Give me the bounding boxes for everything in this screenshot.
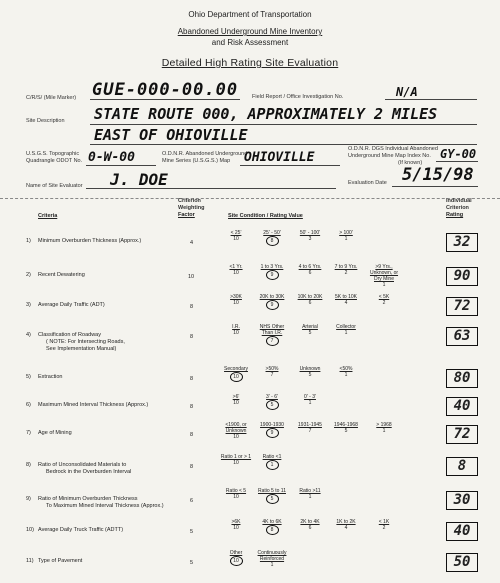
selected-rating-value: 7 [266,336,279,346]
rating-option[interactable] [328,366,364,378]
rating-option-label: >30K [230,294,242,300]
rating-option-label: >6' [232,394,240,400]
rating-value: 1 [382,282,386,288]
rating-option[interactable] [292,422,328,434]
odnr-dgs-label-3: (If known) [398,160,423,166]
individual-rating-box[interactable]: 80 [446,369,478,388]
criterion-text: Extraction [38,374,63,380]
weighting-factor: 6 [190,498,194,504]
criterion-text-continued: To Maximum Mined Interval Thickness (Approx.) [46,503,164,509]
site-desc-underline1 [90,124,477,125]
rating-option[interactable] [254,422,290,438]
individual-rating-box[interactable]: 63 [446,327,478,346]
rating-option-label: 10K to 20K [297,294,323,300]
rating-option[interactable] [254,454,290,470]
selected-rating-value: 9 [266,428,279,438]
rating-value: 5 [308,330,312,336]
col-weighting-2: Weighting [178,205,205,211]
rating-option[interactable] [218,264,254,276]
crs-underline [90,99,240,100]
col-weighting-3: Factor [178,212,195,218]
crs-label: C/R/S/ (Mile Marker) [26,95,77,101]
rating-option-label: Ratio <1 [262,454,282,460]
dept-name: Ohio Department of Transportation [188,10,312,19]
criterion-text: Minimum Overburden Thickness (Approx.) [38,238,142,244]
rating-option[interactable] [292,394,328,406]
rating-option-label: 0' - 3' [304,394,316,400]
rating-value: 7 [308,428,312,434]
rating-option-label: 3' - 6' [266,394,278,400]
criterion-label [26,558,176,565]
odnr-dgs-label-2: Underground Mine Map Index No. [348,153,431,159]
criterion-number: 10) [26,527,34,533]
selected-rating-value: 9 [266,270,279,280]
criterion-label [26,527,176,534]
col-site-condition: Site Condition / Rating Value [228,213,303,219]
rating-option-label: > 1968 [376,422,392,428]
rating-value: 7 [270,372,274,378]
rating-option-label: NHS Other Than I.R. [259,324,285,336]
rating-option-label: Continuously Reinforced [257,550,287,562]
col-weighting-1: Criterion [178,198,201,204]
weighting-factor: 8 [190,376,194,382]
rating-option-label: 7 to 9 Yrs. [334,264,358,270]
rating-value: 1 [308,400,312,406]
rating-option-label: 1931-1945 [298,422,322,428]
rating-option-label: >9 Yrs., Unknown, or Dry Mine [369,264,399,282]
col-individual-3: Rating [446,212,464,218]
criterion-text-continued: See Implementation Manual) [46,346,117,352]
criterion-text: Type of Pavement [38,558,83,564]
rating-value: 5 [308,372,312,378]
rating-option-label: Other [229,550,243,556]
selected-rating-value: 8 [266,236,279,246]
weighting-factor: 10 [188,274,195,280]
weighting-factor: 8 [190,432,194,438]
field-report-value[interactable]: N/A [396,85,418,99]
rating-value: 10 [233,300,239,306]
evaluator-label: Name of Site Evaluator [26,183,83,189]
rating-option[interactable] [366,294,402,306]
rating-value: 4 [344,525,348,531]
form-title: Detailed High Rating Site Evaluation [161,57,339,69]
usgs-value[interactable]: 0-W-00 [88,150,135,165]
rating-value: 3 [308,236,312,242]
criterion-label [26,332,176,353]
rating-value: 1 [344,372,348,378]
rating-value: 10 [233,400,239,406]
weighting-factor: 5 [190,560,194,566]
individual-rating-box[interactable]: 8 [446,457,478,476]
rating-value: 2 [382,300,386,306]
rating-option-label: 1900-1930 [260,422,284,428]
evaluator-underline [86,188,336,189]
rating-option[interactable] [254,324,290,346]
selected-rating-value: 10 [230,372,243,382]
selected-rating-value: 10 [230,556,243,566]
rating-value: 5 [344,428,348,434]
rating-value: 2 [344,270,348,276]
usgs-label-2: Quadrangle ODOT No. [26,158,83,164]
rating-option-label: >6K [231,519,241,525]
crs-value[interactable]: GUE-000-00.00 [92,80,239,100]
rating-option[interactable] [254,366,290,378]
rating-value: 6 [308,300,312,306]
rating-option-label: Arterial [302,324,318,330]
col-individual-2: Criterion [446,205,469,211]
rating-value: 10 [233,434,239,440]
criterion-text: Recent Dewatering [38,272,85,278]
rating-option[interactable] [292,264,328,276]
usgs-label-1: U.S.G.S. Topographic [26,151,80,157]
individual-rating-box[interactable]: 72 [446,425,478,444]
weighting-factor: 8 [190,404,194,410]
rating-option-label: Ratio < 5 [225,488,247,494]
weighting-factor: 4 [190,240,194,246]
rating-option-label: < 1K [378,519,390,525]
rating-value: 2 [382,525,386,531]
rating-option[interactable] [292,366,328,378]
rating-value: 4 [344,300,348,306]
criterion-text: Maximum Mined Interval Thickness (Approx.) [38,402,149,408]
individual-rating-box[interactable]: 30 [446,491,478,510]
eval-date-label: Evaluation Date [348,180,387,186]
selected-rating-value: 9 [266,300,279,310]
individual-rating-box[interactable]: 90 [446,267,478,286]
rating-option[interactable] [328,294,364,306]
rating-option-label: 50' - 100' [299,230,321,236]
rating-value: 10 [233,270,239,276]
criterion-number: 1) [26,238,31,244]
rating-option[interactable] [328,230,364,242]
usgs-underline [86,165,156,166]
selected-rating-value: 5 [266,400,279,410]
individual-rating-box[interactable]: 50 [446,553,478,572]
rating-option-label: 4K to 6K [262,519,282,525]
rating-value: 1 [344,330,348,336]
criterion-text: Classification of Roadway [38,332,101,338]
rating-option[interactable] [292,519,328,531]
rating-option[interactable] [328,264,364,276]
weighting-factor: 8 [190,464,194,470]
individual-rating-box[interactable]: 32 [446,233,478,252]
criterion-text: Average Daily Truck Traffic (ADTT) [38,527,124,533]
rating-option-label: 1K to 2K [336,519,356,525]
criterion-number: 11) [26,558,34,564]
rating-option-label: Collector [336,324,356,330]
selected-rating-value: 8 [266,525,279,535]
odnr-label-1: O.D.N.R. Abandoned Underground [162,151,248,157]
rating-option[interactable] [328,324,364,336]
criterion-label [26,374,176,381]
criterion-label [26,430,176,437]
divider [0,198,500,199]
rating-option[interactable] [218,422,254,440]
criterion-number: 4) [26,332,31,338]
rating-value: 10 [233,330,239,336]
odnr-label-2: Mine Series (U.S.G.S.) Map [162,158,231,164]
criterion-label [26,462,176,476]
individual-rating-box[interactable]: 72 [446,297,478,316]
rating-option[interactable] [218,488,254,500]
criterion-text: Ratio of Minimum Overburden Thickness [38,496,138,502]
rating-option[interactable] [292,230,328,242]
site-desc-underline2 [90,144,477,145]
rating-option[interactable] [328,519,364,531]
rating-option[interactable] [292,294,328,306]
rating-option-label: Ratio >11 [299,488,321,494]
rating-option[interactable] [254,488,290,504]
odnr-dgs-label-1: O.D.N.R. DGS Individual Abandoned [348,146,438,152]
rating-option-label: Unknown [299,366,321,372]
criterion-label [26,402,176,409]
rating-value: 10 [233,460,239,466]
rating-option[interactable] [218,230,254,242]
field-report-underline [385,99,477,100]
site-desc-label: Site Description [26,118,65,124]
rating-option[interactable] [254,230,290,246]
rating-option-label: <50% [339,366,353,372]
odnr-underline [240,165,340,166]
individual-rating-box[interactable]: 40 [446,522,478,541]
criterion-number: 9) [26,496,31,502]
rating-value: 1 [308,494,312,500]
criterion-text: Ratio of Unconsolidated Materials to [38,462,127,468]
rating-option-label: Ratio 5 to 11 [258,488,286,494]
rating-option[interactable] [218,324,254,336]
rating-option[interactable] [218,519,254,531]
criterion-number: 3) [26,302,31,308]
rating-option[interactable] [254,519,290,535]
rating-option-label: 1 to 3 Yrs. [260,264,284,270]
selected-rating-value: 1 [266,460,279,470]
criterion-text-continued: Bedrock in the Overburden Interval [46,469,132,475]
criterion-label [26,496,176,510]
criterion-label [26,238,176,245]
criterion-number: 5) [26,374,31,380]
field-report-label: Field Report / Office Investigation No. [252,94,344,100]
rating-value: 10 [233,494,239,500]
rating-value: 6 [308,270,312,276]
rating-value: 1 [344,236,348,242]
rating-option-label: I.R. [232,324,240,330]
criterion-text-continued: ( NOTE: For Intersecting Roads, [46,339,125,345]
rating-value: 6 [308,525,312,531]
weighting-factor: 8 [190,304,194,310]
evaluator-value[interactable]: J. DOE [110,170,168,189]
rating-value: 10 [233,236,239,242]
rating-option[interactable] [254,294,290,310]
rating-option[interactable] [218,550,254,566]
rating-option[interactable] [254,550,290,568]
rating-option[interactable] [218,454,254,466]
rating-option-label: < 5K [378,294,390,300]
rating-option-label: 2K to 4K [300,519,320,525]
rating-option-label: Ratio 1 or > 1 [220,454,252,460]
selected-rating-value: 5 [266,494,279,504]
rating-option-label: 25' - 50' [263,230,281,236]
eval-date-value[interactable]: 5/15/98 [402,165,474,185]
rating-option[interactable] [292,488,328,500]
odnr-dgs-value[interactable]: GY-00 [440,147,477,161]
rating-option[interactable] [328,422,364,434]
form-subheading: and Risk Assessment [211,38,289,47]
rating-option[interactable] [292,324,328,336]
individual-rating-box[interactable]: 40 [446,397,478,416]
rating-option-label: Secondary [224,366,248,372]
rating-option-label: <1900, or Unknown [225,422,247,434]
criterion-label [26,302,176,309]
eval-date-underline [392,186,478,187]
rating-option-label: 1946-1968 [334,422,358,428]
rating-option[interactable] [366,519,402,531]
rating-value: 1 [382,428,386,434]
rating-option-label: 4 to 6 Yrs. [298,264,322,270]
criterion-text: Average Daily Traffic (ADT) [38,302,105,308]
weighting-factor: 8 [190,334,194,340]
rating-option-label: <1 Yr. [229,264,243,270]
rating-option-label: >50% [265,366,279,372]
rating-option[interactable] [254,394,290,410]
rating-option[interactable] [218,394,254,406]
rating-option-label: > 100' [339,230,353,236]
rating-option[interactable] [218,294,254,306]
criterion-number: 6) [26,402,31,408]
rating-option[interactable] [366,264,402,288]
odnr-value[interactable]: OHIOVILLE [244,150,315,165]
rating-value: 10 [233,525,239,531]
rating-option-label: 5K to 10K [335,294,357,300]
rating-value: 1 [270,562,274,568]
rating-option[interactable] [254,264,290,280]
rating-option[interactable] [218,366,254,382]
rating-option[interactable] [366,422,402,434]
rating-option-label: < 25' [230,230,242,236]
criterion-number: 8) [26,462,31,468]
site-desc-line2[interactable]: EAST OF OHIOVILLE [94,126,248,144]
weighting-factor: 5 [190,529,194,535]
col-criteria: Criteria [38,213,58,219]
form-heading: Abandoned Underground Mine Inventory [177,27,323,36]
odnr-dgs-underline [436,161,478,162]
rating-option-label: 20K to 30K [259,294,285,300]
criterion-text: Age of Mining [38,430,72,436]
criterion-number: 7) [26,430,31,436]
criterion-number: 2) [26,272,31,278]
criterion-label [26,272,176,279]
col-individual-1: Individual [446,198,472,204]
site-desc-line1[interactable]: STATE ROUTE 000, APPROXIMATELY 2 MILES [94,105,438,123]
